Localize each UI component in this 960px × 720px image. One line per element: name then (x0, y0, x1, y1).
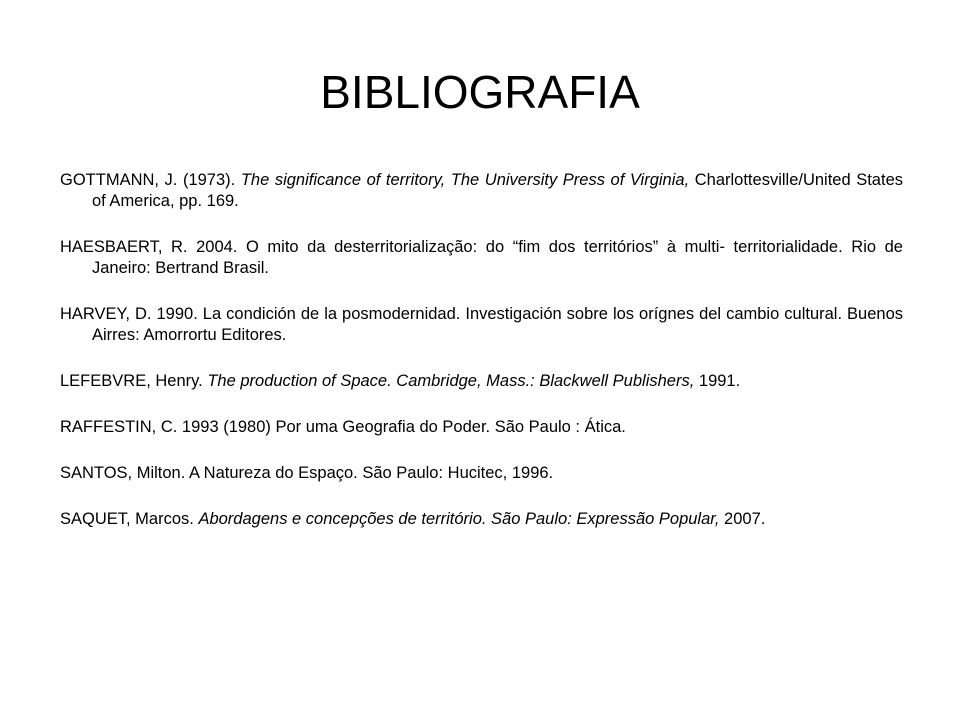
reference-text: SAQUET, Marcos. (60, 510, 199, 528)
reference-title-text: Abordagens e concepções de território. São Paulo: Expressão Popular, (198, 510, 720, 528)
reference-item (60, 463, 903, 484)
reference-text: RAFFESTIN, C. 1993 (1980) Por uma Geografia do Poder. São Paulo : Ática. (60, 418, 626, 436)
reference-item (60, 509, 903, 530)
reference-text: 2007. (719, 510, 766, 528)
reference-item (60, 237, 903, 279)
reference-item (60, 304, 903, 346)
reference-text: SANTOS, Milton. A Natureza do Espaço. São Paulo: Hucitec, 1996. (60, 464, 554, 482)
reference-text: Charlottesville/United States of America, pp. 169. (92, 171, 903, 210)
reference-title-text: The significance of territory, The University Press of Virginia, (240, 171, 690, 189)
reference-list (60, 170, 903, 555)
reference-text: 1991. (694, 372, 741, 390)
reference-text: HARVEY, D. 1990. La condición de la posmodernidad. Investigación sobre los orígnes del cambio cultural. Buenos Airres: Amorrortu Editores. (60, 305, 903, 344)
reference-item (60, 371, 903, 392)
reference-text: GOTTMANN, J. (1973). (60, 171, 241, 189)
reference-title-text: The production of Space. Cambridge, Mass.: Blackwell Publishers, (207, 372, 695, 390)
reference-text: HAESBAERT, R. 2004. O mito da desterritorialização: do “fim dos territórios” à multi- territorialidade. Rio de Janeiro: Bertrand Brasil. (60, 238, 903, 277)
reference-item (60, 170, 903, 212)
reference-item (60, 417, 903, 438)
reference-text: LEFEBVRE, Henry. (60, 372, 208, 390)
slide-title: BIBLIOGRAFIA (320, 66, 640, 118)
